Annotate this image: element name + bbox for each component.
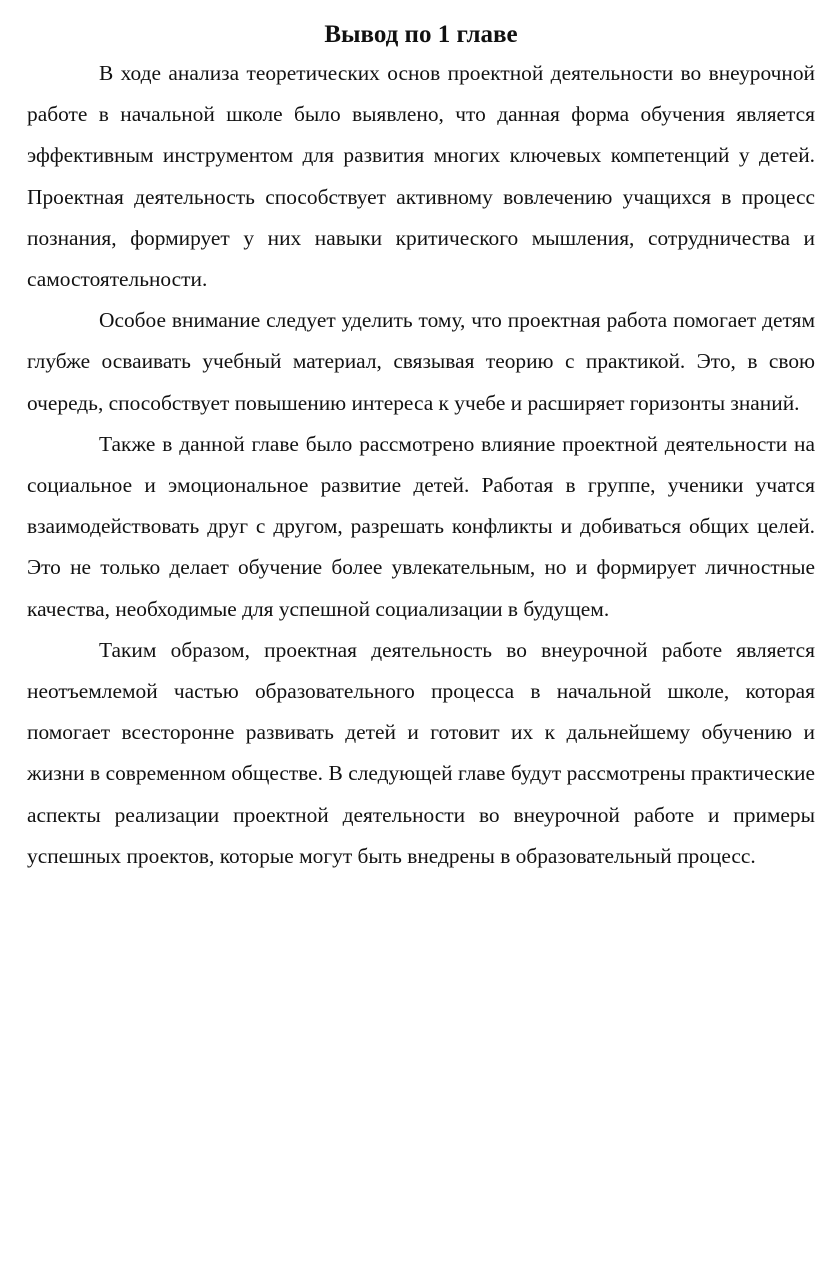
paragraph-1: В ходе анализа теоретических основ проектной деятельности во внеурочной работе в начальной школе было выявлено, что данная форма обучения является эффективным инструментом для развития многих ключевых компетенций у детей. Проектная деятельность способствует активному вовлечению учащихся в процесс познания, формирует у них навыки критического мышления, сотрудничества и самостоятельности. <box>27 61 815 292</box>
page-title: Вывод по 1 главе <box>324 21 518 48</box>
paragraph-3: Также в данной главе было рассмотрено влияние проектной деятельности на социальное и эмоциональное развитие детей. Работая в группе, ученики учатся взаимодействовать друг с другом, разрешать конфликты и добиваться общих целей. Это не только делает обучение более увлекательным, но и формирует личностные качества, необходимые для успешной социализации в будущем. <box>27 431 815 621</box>
document-page <box>27 18 815 877</box>
paragraph-4: Таким образом, проектная деятельность во внеурочной работе является неотъемлемой частью образовательного процесса в начальной школе, которая помогает всесторонне развивать детей и готовит их к дальнейшему обучению и жизни в современном обществе. В следующей главе будут рассмотрены практические аспекты реализации проектной деятельности во внеурочной работе и примеры успешных проектов, которые могут быть внедрены в образовательный процесс. <box>27 637 815 868</box>
paragraph-2: Особое внимание следует уделить тому, что проектная работа помогает детям глубже осваивать учебный материал, связывая теорию с практикой. Это, в свою очередь, способствует повышению интереса к учебе и расширяет горизонты знаний. <box>27 308 815 415</box>
